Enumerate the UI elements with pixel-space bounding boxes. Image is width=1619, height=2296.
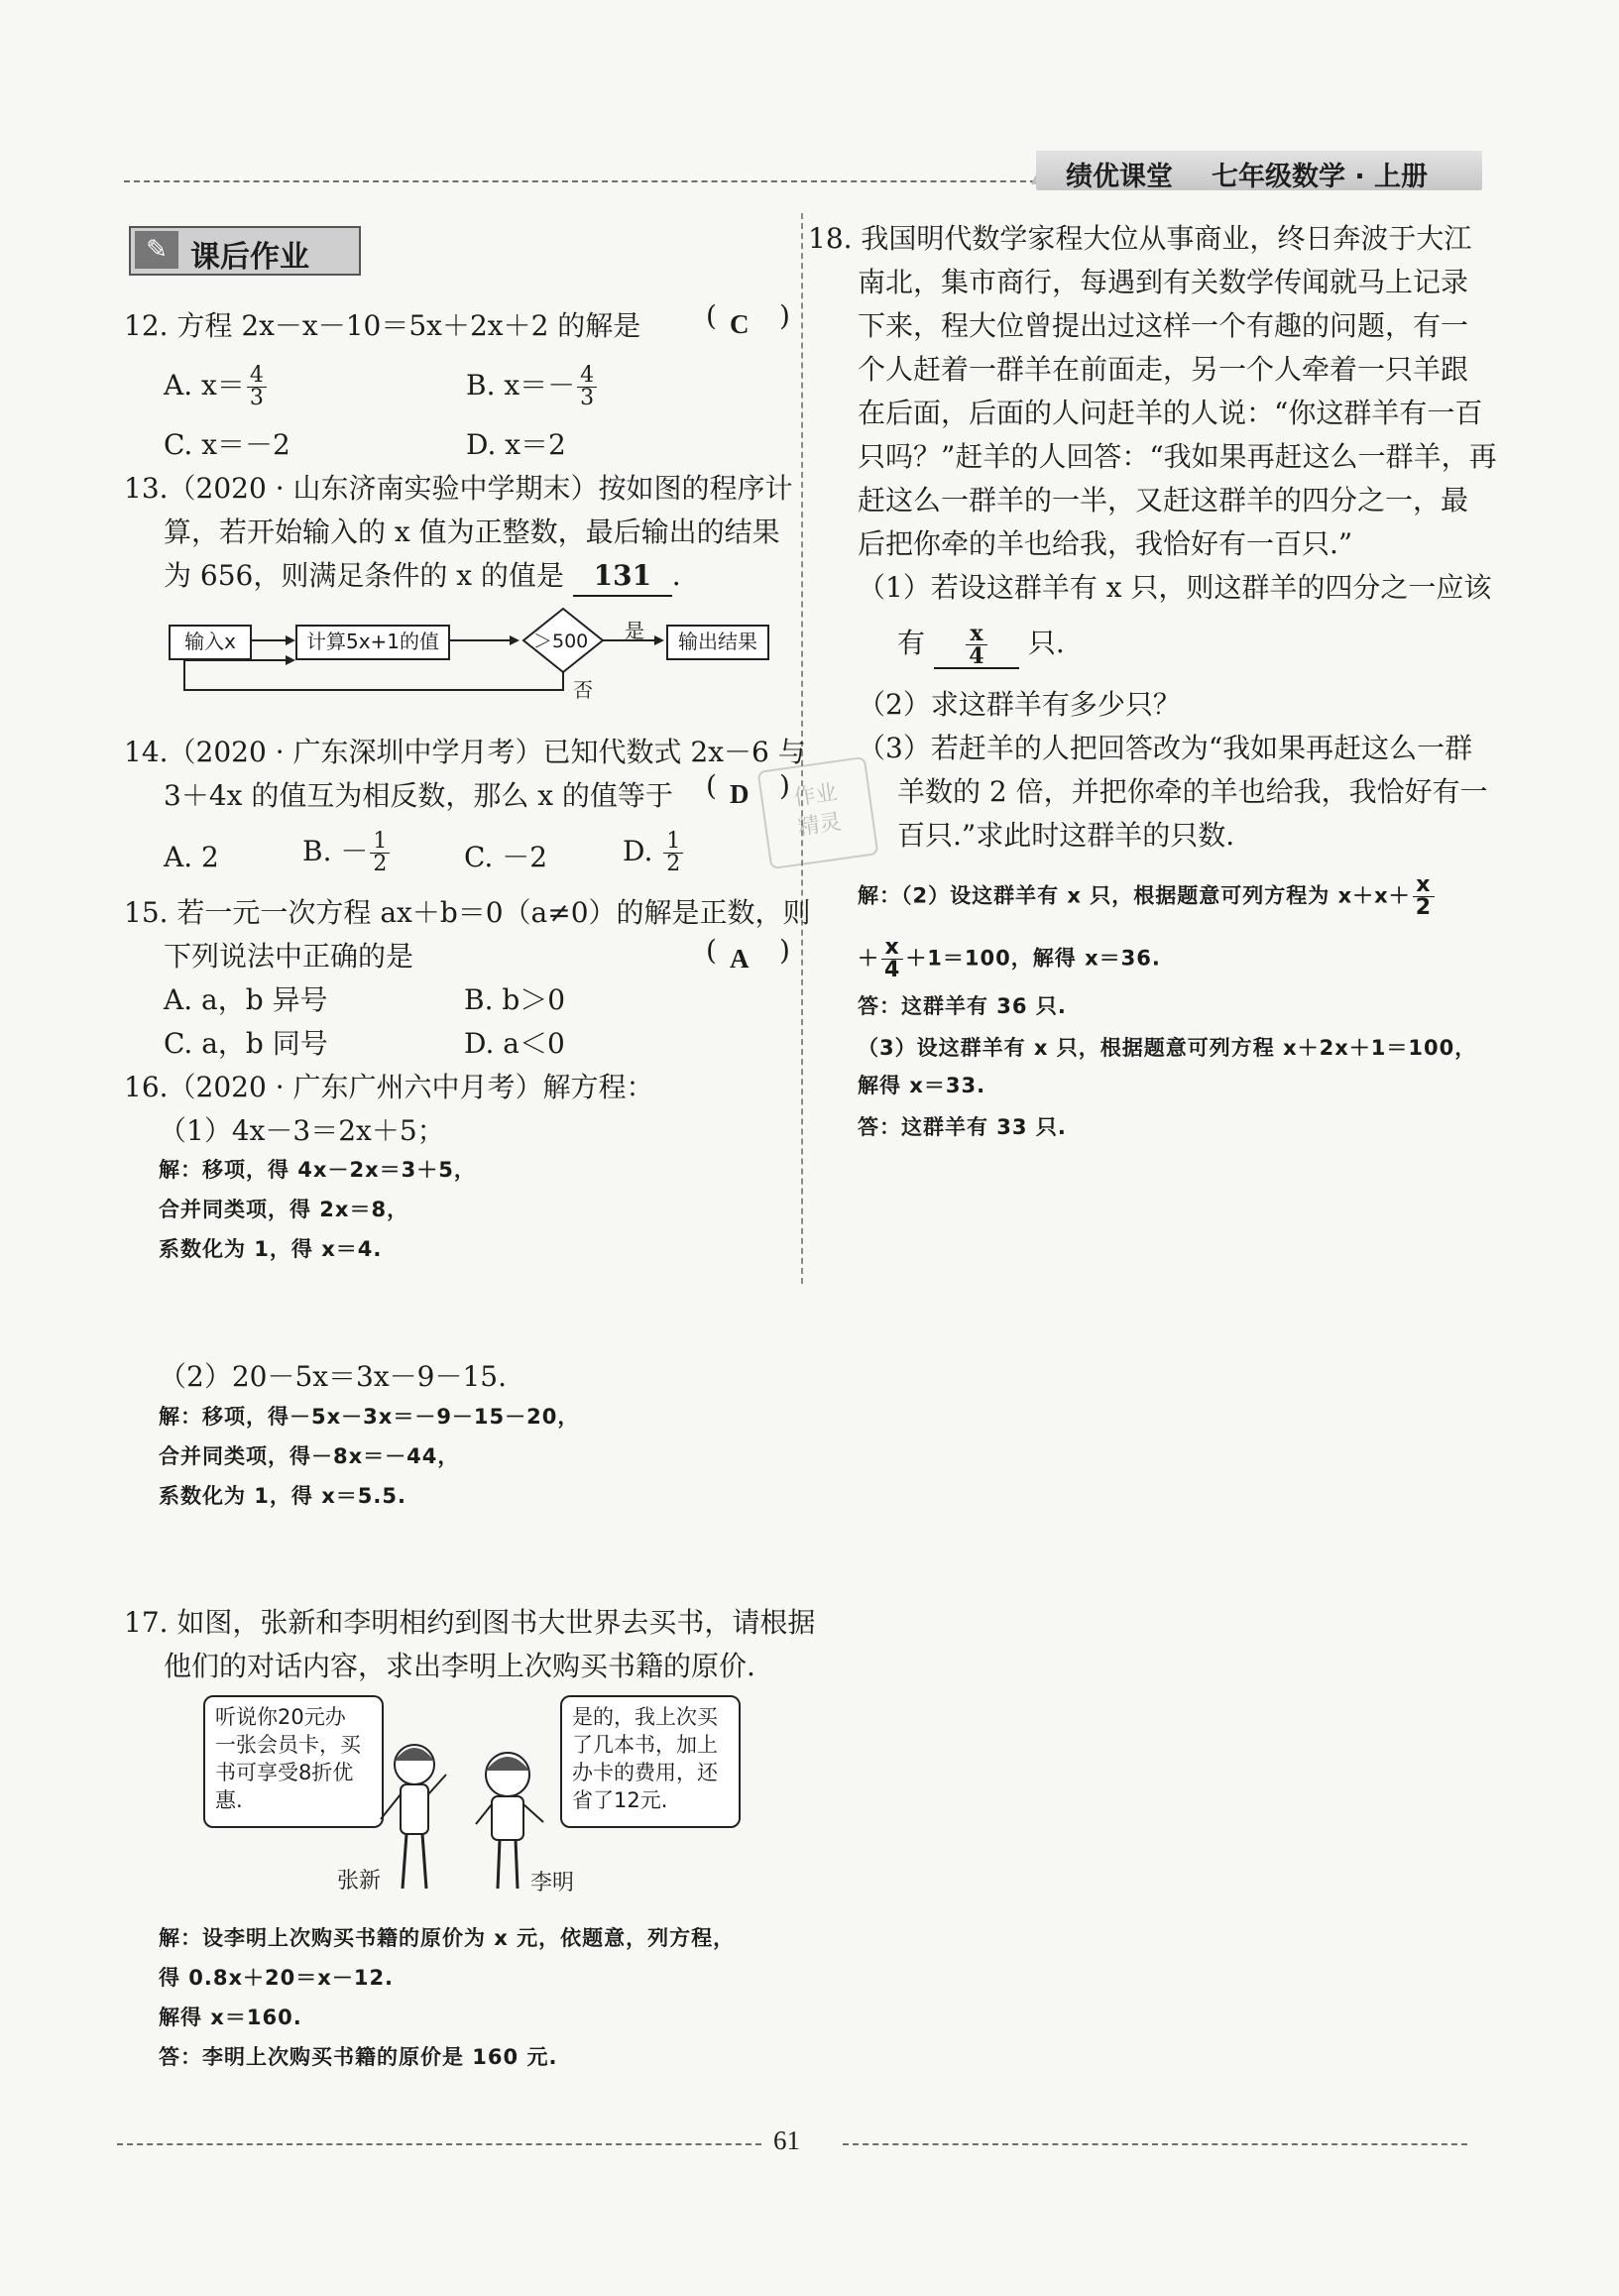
q16-sol1-line3: 系数化为 1，得 x＝4. [159, 1237, 383, 1261]
q17-line1: 17. 如图，张新和李明相约到图书大世界去买书，请根据 [124, 1606, 816, 1639]
q16-sol2-line3: 系数化为 1，得 x＝5.5. [159, 1484, 406, 1508]
header-subject: 七年级数学 · 上册 [1212, 162, 1429, 192]
flow-cond-label: ＞500 [533, 631, 589, 652]
q12-stem: 12. 方程 2x－x－10＝5x＋2x＋2 的解是 [124, 309, 641, 342]
q16-part2: （2）20－5x＝3x－9－15. [159, 1360, 507, 1393]
q16-sol1-line1: 解：移项，得 4x－2x＝3＋5， [159, 1158, 476, 1182]
q18-sol3-line3: 答：这群羊有 33 只. [858, 1115, 1067, 1139]
q18-line1: 18. 我国明代数学家程大位从事商业，终日奔波于大江 [808, 222, 1472, 255]
q13-blank: 131 [573, 557, 672, 597]
q18-part1-answer: 有 $\frac{x}{4}$ 只. [897, 621, 1065, 669]
q12-answer: C [730, 309, 750, 339]
bubble-left-line: 惠. [215, 1788, 243, 1812]
q18-line8: 后把你牵的羊也给我，我恰好有一百只.” [858, 527, 1353, 560]
q14-paren-left: ( [706, 769, 717, 802]
q15-paren-right: ) [779, 934, 790, 967]
q18-p1-fraction: $\frac{x}{4}$ [966, 623, 986, 667]
bubble-right-line: 了几本书，加上 [572, 1733, 718, 1757]
q18-s2b-fraction: $\frac{x}{4}$ [881, 937, 903, 981]
q18-part3-line2: 羊数的 2 倍，并把你牵的羊也给我，我恰好有一 [897, 775, 1488, 808]
q18-line7: 赶这么一群羊的一半，又赶这群羊的四分之一，最 [858, 484, 1469, 517]
q18-part3-line3: 百只.”求此时这群羊的只数. [897, 819, 1235, 852]
header-brand: 绩优课堂 [1066, 162, 1173, 192]
q18-sol2-line2: ＋ $\frac{x}{4}$ ＋1＝100，解得 x＝36. [858, 935, 1161, 982]
q13-line2: 算，若开始输入的 x 值为正整数，最后输出的结果 [164, 516, 780, 548]
q16-sol2-line1: 解：移项，得－5x－3x＝－9－15－20， [159, 1405, 580, 1429]
q18-part3-line1: （3）若赶羊的人把回答改为“我如果再赶这么一群 [858, 732, 1473, 764]
section-title: 课后作业 [190, 240, 309, 275]
q15-line2: 下列说法中正确的是 [164, 940, 414, 973]
q18-sol3-line2: 解得 x＝33. [858, 1074, 986, 1097]
q14-option-d: D. $\frac{1}{2}$ [623, 831, 685, 875]
q17-sol-line4: 答：李明上次购买书籍的原价是 160 元. [159, 2045, 558, 2069]
boy-zhangxin-figure [381, 1745, 446, 1889]
q18-line3: 下来，程大位曾提出过这样一个有趣的问题，有一 [858, 309, 1469, 342]
page-number: 61 [773, 2125, 800, 2155]
q18-s2a-fraction: $\frac{x}{2}$ [1413, 874, 1435, 919]
q14-d-fraction: $\frac{1}{2}$ [663, 831, 683, 875]
q12-b-fraction: $\frac{4}{3}$ [577, 365, 597, 409]
stamp-line: 作业 [792, 780, 840, 812]
q16-part1: （1）4x－3＝2x＋5； [159, 1114, 445, 1147]
q17-sol-line2: 得 0.8x＋20＝x－12. [159, 1966, 395, 1990]
q12-option-c: C. x＝－2 [164, 428, 290, 461]
q12-a-fraction: $\frac{4}{3}$ [247, 365, 267, 409]
q13-line3: 为 656，则满足条件的 x 的值是 131 ． [164, 557, 700, 597]
bubble-right-line: 办卡的费用，还 [572, 1761, 718, 1784]
name-zhangxin: 张新 [337, 1869, 382, 1894]
q17-sol-line1: 解：设李明上次购买书籍的原价为 x 元，依题意，列方程， [159, 1926, 736, 1950]
q15-option-a: A. a，b 异号 [164, 983, 328, 1016]
q18-sol3-line1: （3）设这群羊有 x 只，根据题意可列方程 x＋2x＋1＝100， [858, 1036, 1477, 1060]
flow-input-box: 输入x [169, 625, 252, 660]
q15-line1: 15. 若一元一次方程 ax＋b＝0（a≠0）的解是正数，则 [124, 896, 811, 929]
q15-answer: A [730, 944, 750, 974]
q13-line1: 13.（2020 · 山东济南实验中学期末）按如图的程序计 [124, 472, 793, 505]
bubble-left-line: 听说你20元办 [215, 1705, 346, 1729]
q12-paren-right: ) [779, 299, 790, 332]
bubble-left-line: 书可享受8折优 [215, 1761, 354, 1784]
name-liming: 李明 [530, 1871, 575, 1895]
flow-diagram-lines [169, 605, 773, 699]
flow-output-box: 输出结果 [666, 625, 769, 660]
q14-line1: 14.（2020 · 广东深圳中学月考）已知代数式 2x－6 与 [124, 736, 806, 768]
q12-option-d: D. x＝2 [466, 428, 566, 461]
q14-option-c: C. －2 [464, 841, 548, 873]
section-title-badge [129, 226, 361, 276]
q12-paren-left: ( [706, 299, 717, 332]
speech-bubble-left [203, 1695, 384, 1828]
q15-option-b: B. b＞0 [464, 983, 566, 1016]
q18-line2: 南北，集市商行，每遇到有关数学传闻就马上记录 [858, 266, 1469, 298]
q18-line4: 个人赶着一群羊在前面走，另一个人牵着一只羊跟 [858, 353, 1469, 386]
flow-compute-box: 计算5x+1的值 [295, 625, 450, 660]
pencil-icon: ✎ [135, 231, 178, 269]
watermark-stamp [757, 756, 879, 869]
q12-option-a: A. x＝ $\frac{4}{3}$ [164, 365, 269, 409]
q14-answer: D [730, 779, 750, 809]
q14-b-fraction: $\frac{1}{2}$ [370, 831, 390, 875]
q16-stem: 16.（2020 · 广东广州六中月考）解方程： [124, 1071, 654, 1103]
q18-line6: 只吗？”赶羊的人回答：“我如果再赶这么一群羊，再 [858, 440, 1497, 473]
q14-option-b: B. － $\frac{1}{2}$ [302, 831, 392, 875]
header-dashed-line [124, 180, 1036, 182]
stamp-line: 精灵 [796, 809, 844, 841]
q15-option-d: D. a＜0 [464, 1027, 565, 1060]
q18-sol2-line3: 答：这群羊有 36 只. [858, 994, 1067, 1018]
q17-line2: 他们的对话内容，求出李明上次购买书籍的原价. [164, 1650, 755, 1682]
q18-part1: （1）若设这群羊有 x 只，则这群羊的四分之一应该 [858, 571, 1492, 604]
flow-yes-label: 是 [625, 619, 644, 642]
speech-bubble-right [560, 1695, 741, 1828]
q14-line2: 3＋4x 的值互为相反数，那么 x 的值等于 [164, 779, 673, 812]
q18-part2: （2）求这群羊有多少只？ [858, 688, 1181, 721]
q15-paren-left: ( [706, 934, 717, 967]
bubble-left-line: 一张会员卡，买 [215, 1733, 361, 1757]
flow-no-label: 否 [573, 678, 593, 702]
q14-option-a: A. 2 [164, 841, 219, 873]
q15-option-c: C. a，b 同号 [164, 1027, 328, 1060]
q12-option-b: B. x＝－ $\frac{4}{3}$ [466, 365, 599, 409]
q18-sol2-line1: 解：（2）设这群羊有 x 只，根据题意可列方程为 x＋x＋ $\frac{x}{2}$ [858, 874, 1437, 919]
q14-paren-right: ) [779, 769, 790, 802]
footer-dashed-line-left [117, 2143, 761, 2145]
q17-sol-line3: 解得 x＝160. [159, 2006, 302, 2029]
footer-dashed-line-right [843, 2143, 1467, 2145]
bubble-right-line: 是的，我上次买 [572, 1705, 718, 1729]
q16-sol1-line2: 合并同类项，得 2x＝8， [159, 1198, 409, 1221]
bubble-right-line: 省了12元. [572, 1788, 668, 1812]
q16-sol2-line2: 合并同类项，得－8x＝－44， [159, 1444, 460, 1468]
q18-line5: 在后面，后面的人问赶羊的人说：“你这群羊有一百 [858, 397, 1483, 429]
